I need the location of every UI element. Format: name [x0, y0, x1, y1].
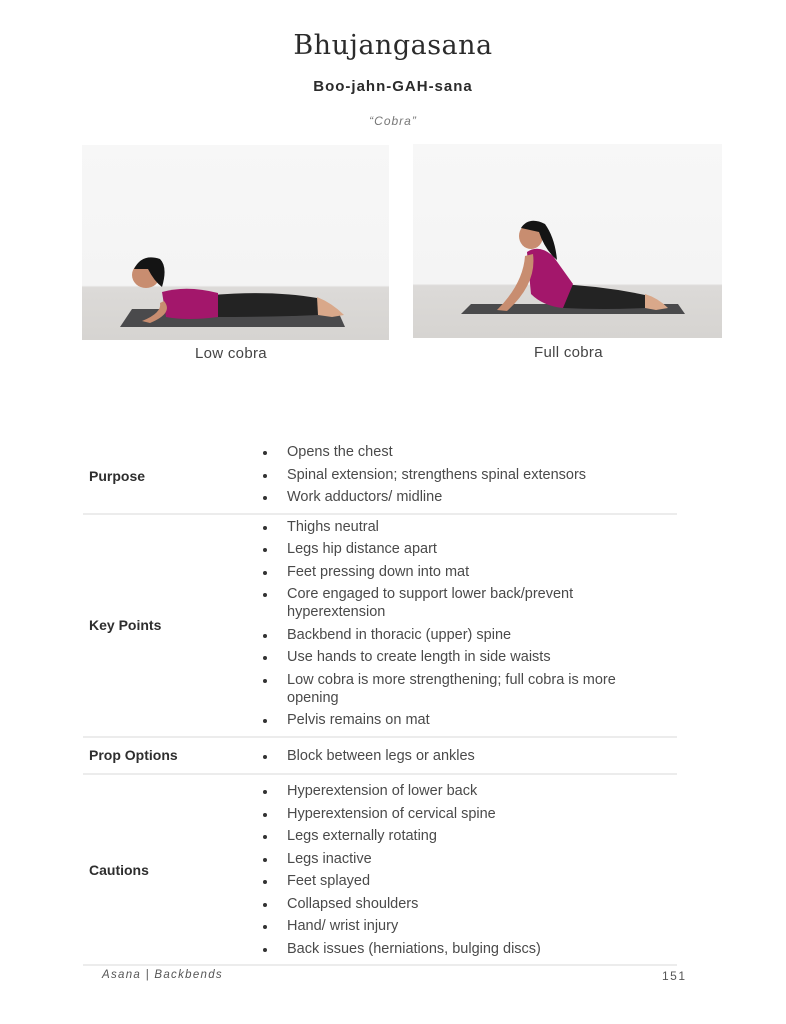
list-item: Legs inactive: [263, 850, 677, 868]
bullet-list: [263, 440, 677, 513]
list-item: Core engaged to support lower back/prevent hyperextension: [263, 585, 593, 621]
list-item: Legs externally rotating: [263, 827, 677, 845]
table-row-key-points: [83, 515, 677, 738]
footer-section: Asana | Backbends: [102, 969, 223, 981]
pose-translation: “Cobra”: [369, 114, 417, 128]
list-item: Thighs neutral: [263, 518, 677, 536]
page-number: 151: [662, 969, 687, 983]
list-item: Hand/ wrist injury: [263, 917, 677, 935]
full-cobra-caption: Full cobra: [534, 344, 603, 361]
list-item: Feet pressing down into mat: [263, 563, 677, 581]
list-item: Collapsed shoulders: [263, 895, 677, 913]
bullet-list: [263, 775, 677, 964]
table-row-prop-options: [83, 738, 677, 776]
list-item: Spinal extension; strengthens spinal extensors: [263, 466, 677, 484]
bullet-list: [263, 738, 677, 774]
list-item: Opens the chest: [263, 443, 677, 461]
list-item: Back issues (herniations, bulging discs): [263, 940, 677, 958]
pose-info-table: [83, 440, 677, 966]
list-item: Block between legs or ankles: [263, 747, 677, 765]
list-item: Feet splayed: [263, 872, 677, 890]
list-item: Use hands to create length in side waists: [263, 648, 677, 666]
row-label: Purpose: [89, 468, 146, 485]
list-item: Legs hip distance apart: [263, 540, 677, 558]
list-item: Hyperextension of lower back: [263, 782, 677, 800]
list-item: Work adductors/ midline: [263, 488, 677, 506]
low-cobra-photo: [82, 145, 389, 340]
row-label: Key Points: [89, 617, 162, 633]
list-item: Low cobra is more strengthening; full cobra is more opening: [263, 671, 623, 707]
low-cobra-figure-icon: [82, 145, 389, 340]
list-item: Hyperextension of cervical spine: [263, 805, 677, 823]
row-label: Cautions: [89, 861, 149, 878]
list-item: Pelvis remains on mat: [263, 711, 677, 729]
pose-pronunciation: Boo-jahn-GAH-sana: [313, 78, 473, 95]
full-cobra-photo: [413, 144, 722, 338]
full-cobra-figure-icon: [413, 144, 722, 338]
table-row-purpose: [83, 440, 677, 515]
low-cobra-caption: Low cobra: [195, 345, 267, 362]
bullet-list: [263, 515, 677, 736]
pose-title: Bhujangasana: [293, 30, 493, 61]
table-row-cautions: [83, 775, 677, 966]
row-label: Prop Options: [89, 747, 178, 764]
list-item: Backbend in thoracic (upper) spine: [263, 626, 677, 644]
